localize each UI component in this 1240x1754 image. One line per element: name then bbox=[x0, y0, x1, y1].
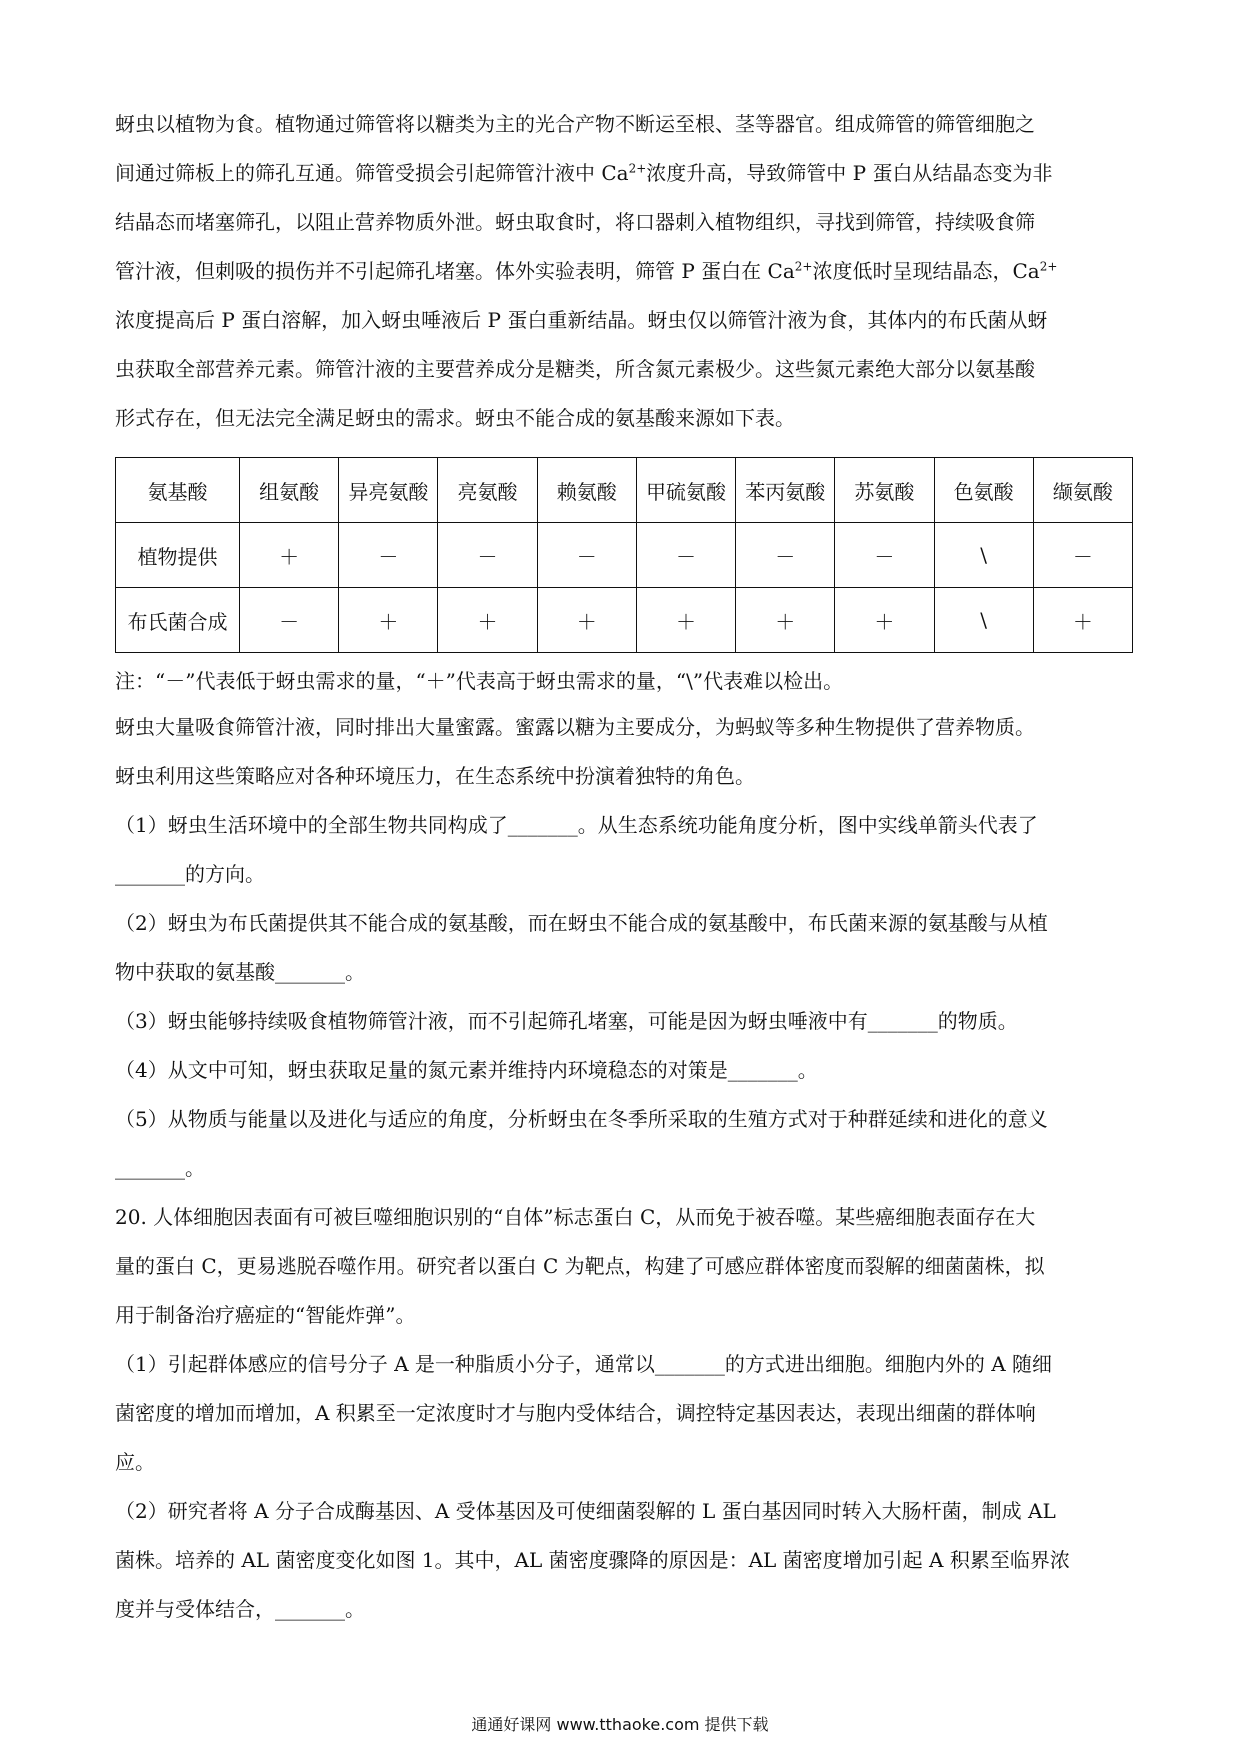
table-cell: ＋ bbox=[736, 588, 835, 653]
after-table-paragraph bbox=[115, 703, 1135, 801]
intro-line: 浓度提高后 P 蛋白溶解，加入蚜虫唾液后 P 蛋白重新结晶。蚜虫仅以筛管汁液为食，其体内的布氏菌从蚜 bbox=[115, 308, 1048, 332]
intro-line: 结晶态而堵塞筛孔，以阻止营养物质外泄。蚜虫取食时，将口器刺入植物组织，寻找到筛管，持续吸食筛 bbox=[115, 210, 1035, 234]
table-row bbox=[116, 523, 1133, 588]
table-header-cell: 亮氨酸 bbox=[438, 458, 537, 523]
intro-line: 间通过筛板上的筛孔互通。筛管受损会引起筛管汁液中 $Ca^{2+}$浓度升高，导致筛管中 P 蛋白从结晶态变为非 bbox=[115, 161, 1053, 185]
problem-line: 20. 人体细胞因表面有可被巨噬细胞识别的“自体”标志蛋白 C，从而免于被吞噬。某些癌细胞表面存在大 bbox=[115, 1205, 1036, 1229]
question-19-subquestions bbox=[115, 801, 1135, 1193]
table-note: 注：“－”代表低于蚜虫需求的量，“＋”代表高于蚜虫需求的量，“\”代表难以检出。 bbox=[115, 669, 844, 693]
question-line: （4）从文中可知，蚜虫获取足量的氮元素并维持内环境稳态的对策是_______。 bbox=[115, 1058, 818, 1082]
table-cell: 布氏菌合成 bbox=[116, 588, 240, 653]
problem-line: 用于制备治疗癌症的“智能炸弹”。 bbox=[115, 1303, 416, 1327]
question-line: （2）研究者将 A 分子合成酶基因、A 受体基因及可使细菌裂解的 L 蛋白基因同时转入大肠杆菌，制成 AL bbox=[115, 1499, 1056, 1523]
table-cell: － bbox=[835, 523, 934, 588]
table-cell: ＋ bbox=[537, 588, 636, 653]
table-cell: ＋ bbox=[339, 588, 438, 653]
question-line: 物中获取的氨基酸_______。 bbox=[115, 960, 365, 984]
table-cell: － bbox=[240, 588, 339, 653]
table-cell: ＋ bbox=[835, 588, 934, 653]
question-line: 菌株。培养的 AL 菌密度变化如图 1。其中，AL 菌密度骤降的原因是：AL 菌密度增加引起 A 积累至临界浓 bbox=[115, 1548, 1070, 1572]
table-cell: ＋ bbox=[1033, 588, 1132, 653]
table-cell: － bbox=[339, 523, 438, 588]
paragraph-line: 蚜虫大量吸食筛管汁液，同时排出大量蜜露。蜜露以糖为主要成分，为蚂蚁等多种生物提供了营养物质。 bbox=[115, 715, 1035, 739]
table-cell: ＋ bbox=[240, 523, 339, 588]
paragraph-line: 蚜虫利用这些策略应对各种环境压力，在生态系统中扮演着独特的角色。 bbox=[115, 764, 755, 788]
problem-20 bbox=[115, 1193, 1135, 1634]
intro-line: 虫获取全部营养元素。筛管汁液的主要营养成分是糖类，所含氮元素极少。这些氮元素绝大部分以氨基酸 bbox=[115, 357, 1035, 381]
question-line: （5）从物质与能量以及进化与适应的角度，分析蚜虫在冬季所采取的生殖方式对于种群延续和进化的意义 bbox=[115, 1107, 1048, 1131]
table-cell: － bbox=[438, 523, 537, 588]
intro-line: 形式存在，但无法完全满足蚜虫的需求。蚜虫不能合成的氨基酸来源如下表。 bbox=[115, 406, 795, 430]
table-cell: ＋ bbox=[636, 588, 735, 653]
problem-line: 量的蛋白 C，更易逃脱吞噬作用。研究者以蛋白 C 为靶点，构建了可感应群体密度而裂解的细菌菌株，拟 bbox=[115, 1254, 1045, 1278]
table-cell: － bbox=[1033, 523, 1132, 588]
question-line: （1）蚜虫生活环境中的全部生物共同构成了_______。从生态系统功能角度分析，图中实线单箭头代表了 bbox=[115, 813, 1038, 837]
intro-paragraph bbox=[115, 100, 1135, 443]
intro-line: 蚜虫以植物为食。植物通过筛管将以糖类为主的光合产物不断运至根、茎等器官。组成筛管的筛管细胞之 bbox=[115, 112, 1035, 136]
table-header-cell: 甲硫氨酸 bbox=[636, 458, 735, 523]
table-cell: － bbox=[537, 523, 636, 588]
table-cell: \ bbox=[934, 523, 1033, 588]
page-content bbox=[115, 100, 1135, 1634]
table-cell: 植物提供 bbox=[116, 523, 240, 588]
table-cell: ＋ bbox=[438, 588, 537, 653]
table-header-cell: 色氨酸 bbox=[934, 458, 1033, 523]
amino-acid-source-table bbox=[115, 457, 1133, 653]
table-header-cell: 苏氨酸 bbox=[835, 458, 934, 523]
table-header-cell: 氨基酸 bbox=[116, 458, 240, 523]
question-line: _______的方向。 bbox=[115, 862, 265, 886]
table-header-cell: 组氨酸 bbox=[240, 458, 339, 523]
question-line: 菌密度的增加而增加，A 积累至一定浓度时才与胞内受体结合，调控特定基因表达，表现出细菌的群体响 bbox=[115, 1401, 1036, 1425]
question-line: （2）蚜虫为布氏菌提供其不能合成的氨基酸，而在蚜虫不能合成的氨基酸中，布氏菌来源的氨基酸与从植 bbox=[115, 911, 1048, 935]
intro-line: 管汁液，但刺吸的损伤并不引起筛孔堵塞。体外实验表明，筛管 P 蛋白在 $Ca^{2+}$浓度低时呈现结晶态，$Ca^{2+}$ bbox=[115, 259, 1058, 283]
question-line: （3）蚜虫能够持续吸食植物筛管汁液，而不引起筛孔堵塞，可能是因为蚜虫唾液中有_______的物质。 bbox=[115, 1009, 1018, 1033]
page-footer: 通通好课网 www.tthaoke.com 提供下载 bbox=[471, 1715, 769, 1734]
table-cell: \ bbox=[934, 588, 1033, 653]
table-row bbox=[116, 588, 1133, 653]
table-cell: － bbox=[636, 523, 735, 588]
table-header-cell: 苯丙氨酸 bbox=[736, 458, 835, 523]
table-header-cell: 赖氨酸 bbox=[537, 458, 636, 523]
question-line: （1）引起群体感应的信号分子 A 是一种脂质小分子，通常以_______的方式进出细胞。细胞内外的 A 随细 bbox=[115, 1352, 1053, 1376]
table-header-row bbox=[116, 458, 1133, 523]
table-header-cell: 异亮氨酸 bbox=[339, 458, 438, 523]
question-line: _______。 bbox=[115, 1156, 205, 1180]
table-header-cell: 缬氨酸 bbox=[1033, 458, 1132, 523]
table-cell: － bbox=[736, 523, 835, 588]
question-line: 度并与受体结合，_______。 bbox=[115, 1597, 365, 1621]
question-line: 应。 bbox=[115, 1450, 155, 1474]
